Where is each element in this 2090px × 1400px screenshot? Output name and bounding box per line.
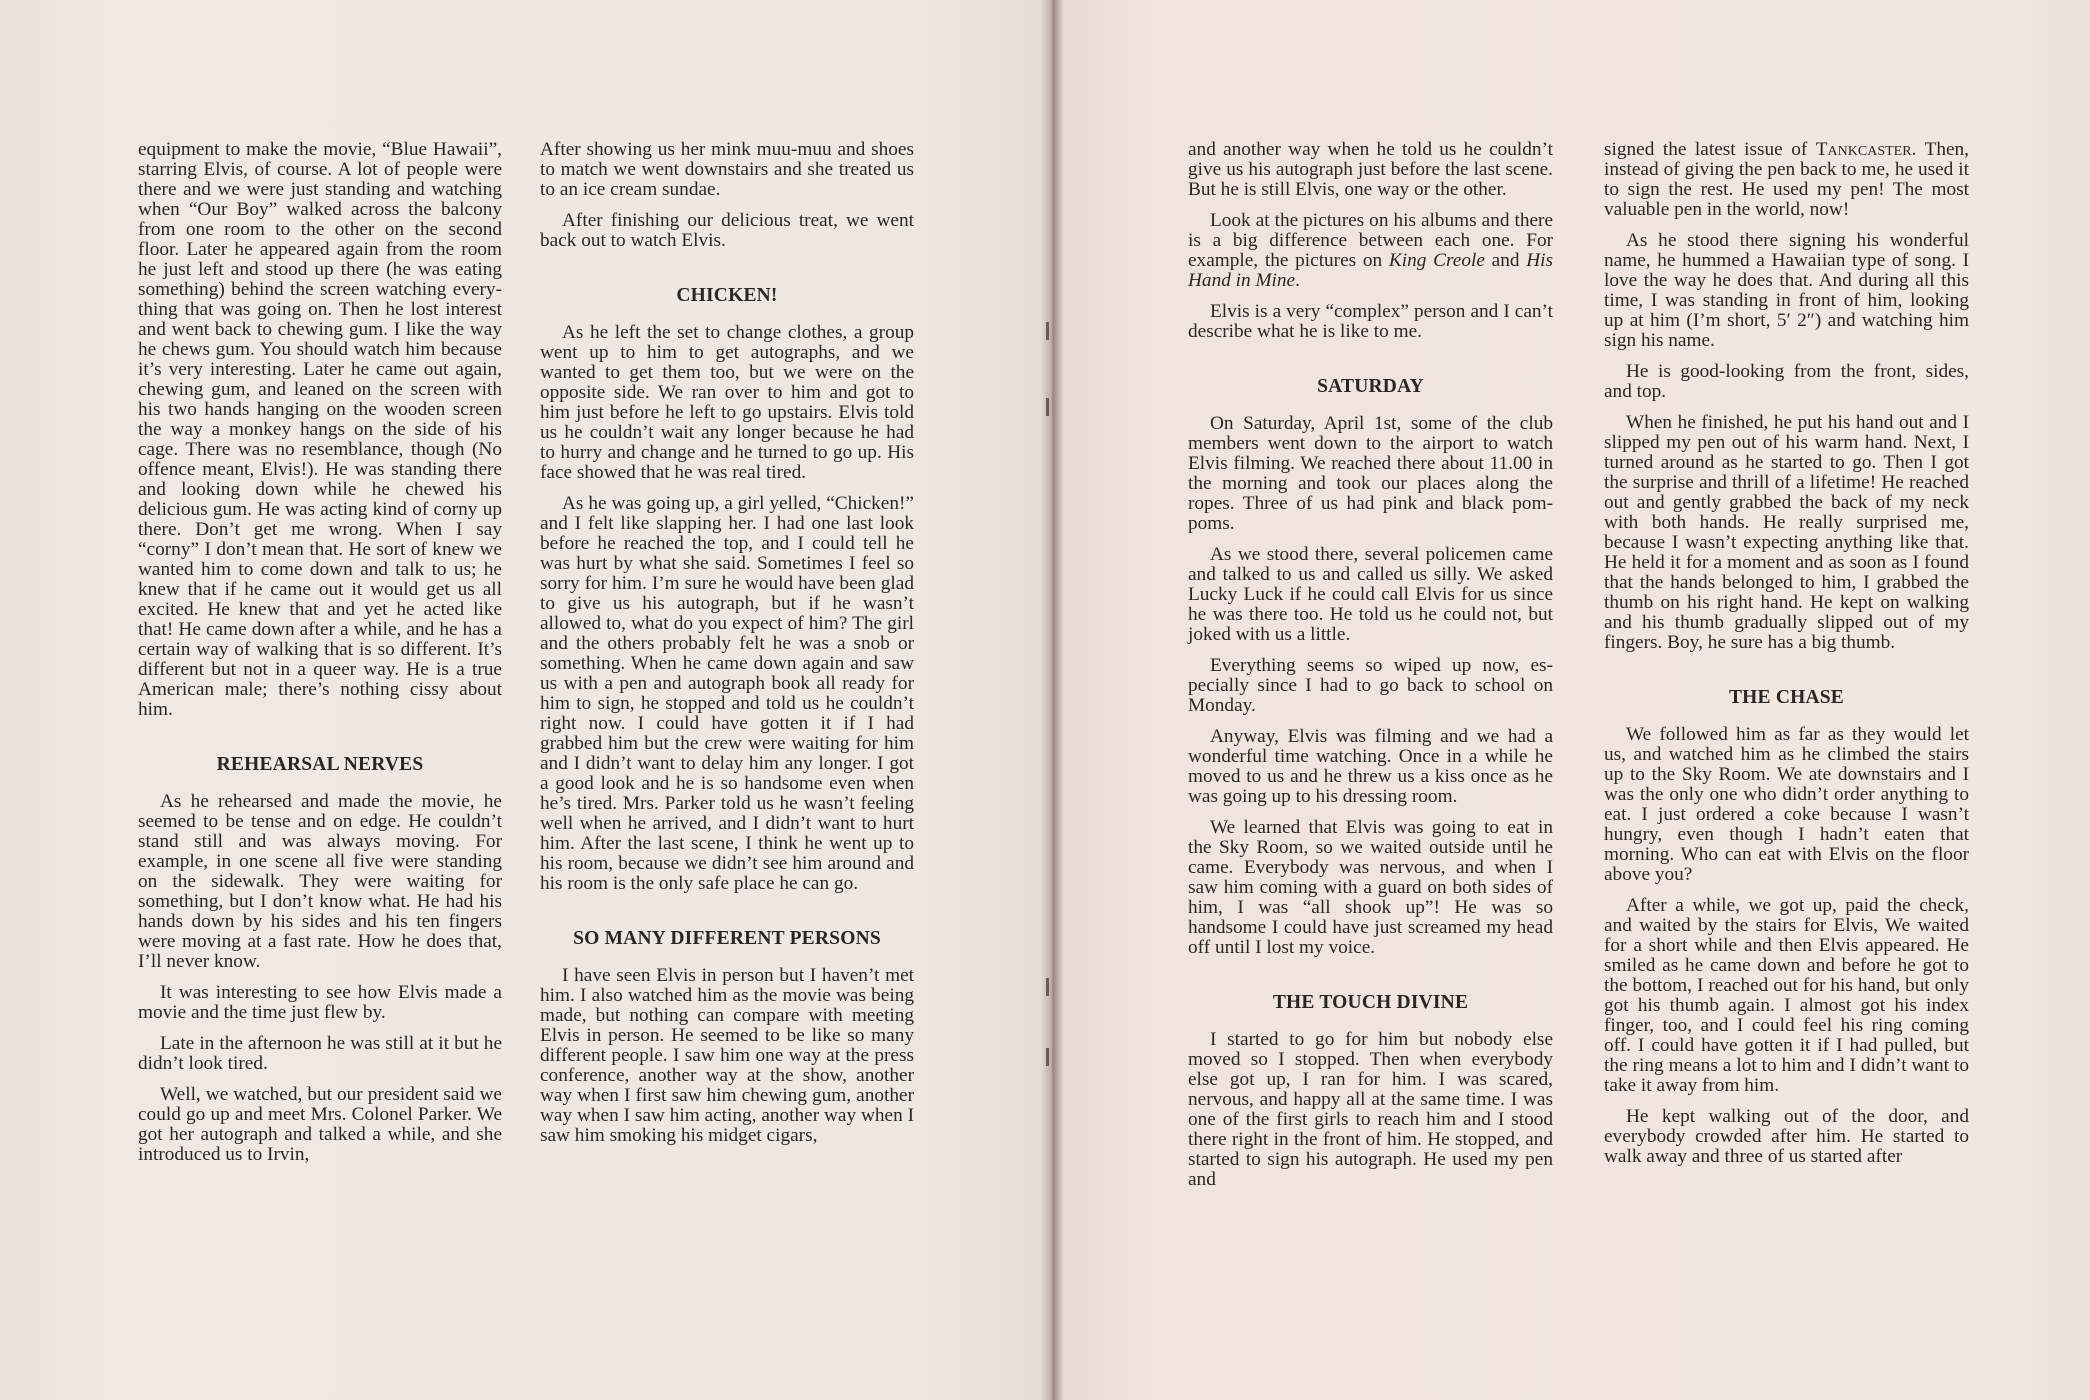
paragraph xyxy=(1604,140,1969,220)
paragraph: On Saturday, April 1st, some of the club members went down to the airport to watch Elvis filming. We reached there about 11.00 in the morning and took our places along the ropes. Three of us had pink and black pom-poms. xyxy=(1188,413,1553,534)
paragraph: He is good-looking from the front, sides, and top. xyxy=(1604,361,1969,402)
paragraph: Elvis is a very “complex” person and I can’t describe what he is like to me. xyxy=(1188,301,1553,342)
paragraph: He kept walking out of the door, and everybody crowded after him. He started to walk away and three of us started after xyxy=(1604,1106,1969,1167)
paragraph xyxy=(1188,211,1553,291)
paragraph: We learned that Elvis was going to eat in the Sky Room, so we waited outside until he came. Everybody was nervous, and when I saw him coming with a guard on both sides of him, I was “all shook up”! He was so handsome I could have just screamed my head off until I lost my voice. xyxy=(1188,817,1553,958)
text-run: and xyxy=(1484,250,1527,271)
staple-mark xyxy=(1046,398,1049,416)
album-title-king-creole: King Creole xyxy=(1388,250,1485,271)
paragraph: Late in the afternoon he was still at it but he didn’t look tired. xyxy=(138,1033,502,1074)
paragraph: Well, we watched, but our president said we could go up and meet Mrs. Colonel Parker. We got her autograph and talked a while, and she introduced us to Irvin, xyxy=(138,1084,502,1165)
book-gutter xyxy=(1040,0,1064,1400)
paragraph: and another way when he told us he couldn’t give us his autograph just before the last scene. But he is still Elvis, one way or the other. xyxy=(1188,139,1553,200)
staple-mark xyxy=(1046,322,1049,340)
paragraph: As he rehearsed and made the movie, he seemed to be tense and on edge. He couldn’t stand still and was always moving. For example, in one scene all five were standing on the sidewalk. They were waiting for something, but I don’t know what. He had his hands down by his sides and his ten fingers were moving at a fast rate. How he does that, I’ll never know. xyxy=(138,791,502,972)
paragraph: When he finished, he put his hand out and I slipped my pen out of his warm hand. Next, I turned around as he started to go. Then I got the surprise and thrill of a lifetime! He reached out and gently grabbed the back of my neck with both hands. He really surprised me, because I wasn’t expecting anything like that. He held it for a moment and as soon as I found that the hands belonged to him, I grabbed the thumb on his right hand. He kept on walking and his thumb gradually slipped out of my fingers. Boy, he sure has a big thumb. xyxy=(1604,412,1969,653)
section-heading-chicken: CHICKEN! xyxy=(676,285,778,306)
paragraph: After a while, we got up, paid the check, and waited by the stairs for Elvis, We waited for a short while and then Elvis appeared. He smiled as he came down and before he got to the bottom, I reached out for his hand, but only got his thumb again. I almost got his index finger, too, and I could feel his ring coming off. I could have gotten it if I had pulled, but the ring means a lot to him and I didn’t want to take it away from him. xyxy=(1604,895,1969,1096)
text-run: signed the latest issue of xyxy=(1604,139,1816,160)
paragraph: As he left the set to change clothes, a group went up to him to get autographs, and we wanted to get them too, but we were on the opposite side. We ran over to him and got to him just before he left to go upstairs. Elvis told us he couldn’t wait any longer because he had to hurry and change and he turned to go up. His face showed that he was real tired. xyxy=(540,322,914,483)
section-heading-the-chase: THE CHASE xyxy=(1728,687,1845,708)
section-heading-saturday: SATURDAY xyxy=(1317,376,1424,397)
paragraph: I have seen Elvis in person but I haven’t met him. I also watched him as the movie was being made, but nothing can compare with meeting Elvis in person. He seemed to be like so many different people. I saw him one way at the press conference, another way at the show, another way when I first saw him chewing gum, another way when I saw him acting, another way when I saw him smoking his midget cigars, xyxy=(540,965,914,1146)
left-page-column-2 xyxy=(540,140,914,1157)
text-run: . Then, instead of giving the pen back to me, he used it to sign the rest. He used my pen! The most valuable pen in the world, now! xyxy=(1604,139,1970,220)
paragraph: Anyway, Elvis was filming and we had a wonderful time watching. Once in a while he moved to us and he threw us a kiss once as he was going up to his dressing room. xyxy=(1188,726,1553,807)
paragraph: As he stood there signing his wonderful name, he hummed a Hawaiian type of song. I love the way he does that. And during all this time, I was standing in front of him, looking up at him (I’m short, 5′ 2″) and watching him sign his name. xyxy=(1604,230,1969,351)
staple-mark xyxy=(1046,1048,1049,1066)
paragraph: We followed him as far as they would let us, and watched him as he climbed the stairs up to the Sky Room. We ate downstairs and I was the only one who didn’t order anything to eat. I just ordered a coke because I wasn’t hungry, even though I hadn’t eaten that morning. Who can eat with Elvis on the floor above you? xyxy=(1604,724,1969,885)
paragraph: equipment to make the movie, “Blue Hawaii”, starring Elvis, of course. A lot of people were there and we were just standing and watching when “Our Boy” walked across the balcony from one room to the other on the second floor. Later he appeared again from the room he just left and stood up there (he was eating something) behind the screen watching everything that was going on. Then he lost interest and went back to chewing gum. I like the way he chews gum. You should watch him because it’s very interesting. Later he came out again, chewing gum, and leaned on the screen with his two hands hanging on the wooden screen the way a monkey hangs on the side of his cage. There was no resemblance, though (No offence meant, Elvis!). He was standing there and looking down while he chewed his delicious gum. He was acting kind of corny up there. Don’t get me wrong. When I say “corny” I don’t mean that. He sort of knew we wanted him to come down and talk to us; he knew that if he came out it would get us all excited. He knew that and yet he acted like that! He came down after a while, and he has a certain way of walking that is so different. It’s different but not in a queer way. He is a true American male; there’s nothing cissy about him. xyxy=(138,139,502,720)
paragraph: Everything seems so wiped up now, especially since I had to go back to school on Monday. xyxy=(1188,655,1553,716)
paragraph: As we stood there, several policemen came and talked to us and called us silly. We asked Lucky Luck if he could call Elvis for us since he was there too. He told us he could not, but joked with us a little. xyxy=(1188,544,1553,645)
right-page-column-1 xyxy=(1188,140,1553,1201)
magazine-name-tankcaster: Tankcaster xyxy=(1815,139,1912,160)
right-page-column-2 xyxy=(1604,140,1969,1178)
staple-mark xyxy=(1046,978,1049,996)
text-run: . xyxy=(1295,270,1300,291)
paragraph: After showing us her mink muu-muu and shoes to match we went downstairs and she treated us to an ice cream sundae. xyxy=(540,139,914,200)
paragraph: It was interesting to see how Elvis made a movie and the time just flew by. xyxy=(138,982,502,1023)
section-heading-the-touch-divine: THE TOUCH DIVINE xyxy=(1272,992,1469,1013)
text-run: Look at the pictures on his albums and there is a big difference between each one. For example, the pictures on xyxy=(1188,210,1553,271)
paragraph: As he was going up, a girl yelled, “Chicken!” and I felt like slapping her. I had one last look before he reached the top, and I could tell he was hurt by what she said. Sometimes I feel so sorry for him. I’m sure he would have been glad to give us his autograph, but if he wasn’t allowed to, what do you expect of him? The girl and the others probably felt he was a snob or something. When he came down again and saw us with a pen and autograph book all ready for him to sign, he stopped and told us he couldn’t right now. I could have gotten it if I had grabbed him but the crew were waiting for him and I didn’t want to delay him any longer. I got a good look and he is so handsome even when he’s tired. Mrs. Parker told us he wasn’t feeling well when he arrived, and I didn’t want to hurt him. After the last scene, I think he went up to his room, because we didn’t see him around and his room is the only safe place he can go. xyxy=(540,493,914,894)
paragraph: After finishing our delicious treat, we went back out to watch Elvis. xyxy=(540,210,914,251)
section-heading-rehearsal-nerves: REHEARSAL NERVES xyxy=(216,754,424,775)
album-title-his-hand-in-mine: His Hand in Mine xyxy=(1188,250,1553,291)
section-heading-so-many-different-persons: SO MANY DIFFERENT PERSONS xyxy=(573,928,881,949)
left-page-column-1 xyxy=(138,140,502,1176)
paragraph: I started to go for him but nobody else moved so I stopped. Then when everybody else got up, I ran for him. I was scared, nervous, and happy all at the same time. I was one of the first girls to reach him and I stood there right in the front of him. He stopped, and started to sign his autograph. He used my pen and xyxy=(1188,1029,1553,1190)
